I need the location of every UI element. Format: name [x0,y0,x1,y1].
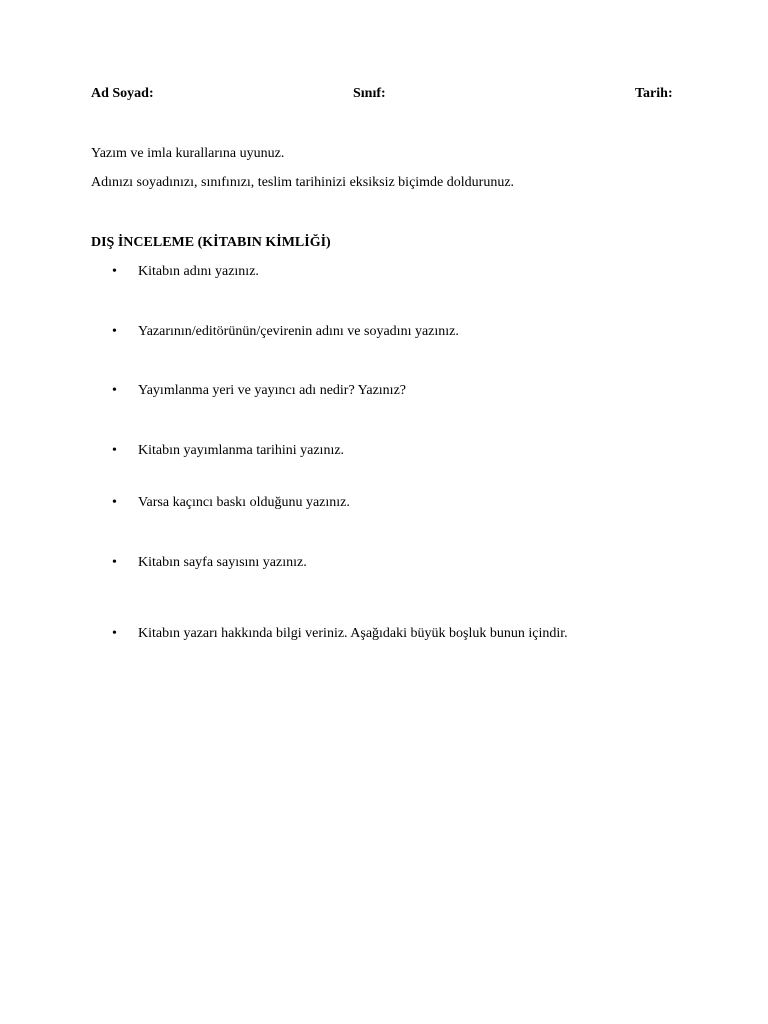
name-label: Ad Soyad: [91,86,154,101]
list-item [112,554,307,571]
list-item-text: Varsa kaçıncı baskı olduğunu yazınız. [138,495,350,510]
bullet-icon: • [112,324,117,339]
bullet-icon: • [112,443,117,458]
list-item [112,442,344,459]
bullet-icon: • [112,495,117,510]
list-item [112,263,259,280]
bullet-icon: • [112,626,117,641]
instruction-spelling: Yazım ve imla kurallarına uyunuz. [91,146,285,161]
list-item [112,625,568,642]
section-heading: DIŞ İNCELEME (KİTABIN KİMLİĞİ) [91,235,331,250]
list-item-text: Kitabın yayımlanma tarihini yazınız. [138,443,345,458]
bullet-icon: • [112,555,117,570]
list-item [112,323,459,340]
instruction-fill-details: Adınızı soyadınızı, sınıfınızı, teslim tarihinizi eksiksiz biçimde doldurunuz. [91,175,515,190]
class-label: Sınıf: [353,86,386,101]
date-label: Tarih: [635,86,673,101]
list-item-text: Kitabın sayfa sayısını yazınız. [138,555,307,570]
bullet-icon: • [112,383,117,398]
bullet-icon: • [112,264,117,279]
list-item-text: Yazarının/editörünün/çevirenin adını ve soyadını yazınız. [138,324,459,339]
list-item-text: Kitabın yazarı hakkında bilgi veriniz. Aşağıdaki büyük boşluk bunun içindir. [138,626,568,641]
list-item [112,494,350,511]
list-item-text: Kitabın adını yazınız. [138,264,259,279]
list-item [112,382,406,399]
list-item-text: Yayımlanma yeri ve yayıncı adı nedir? Yazınız? [138,383,407,398]
